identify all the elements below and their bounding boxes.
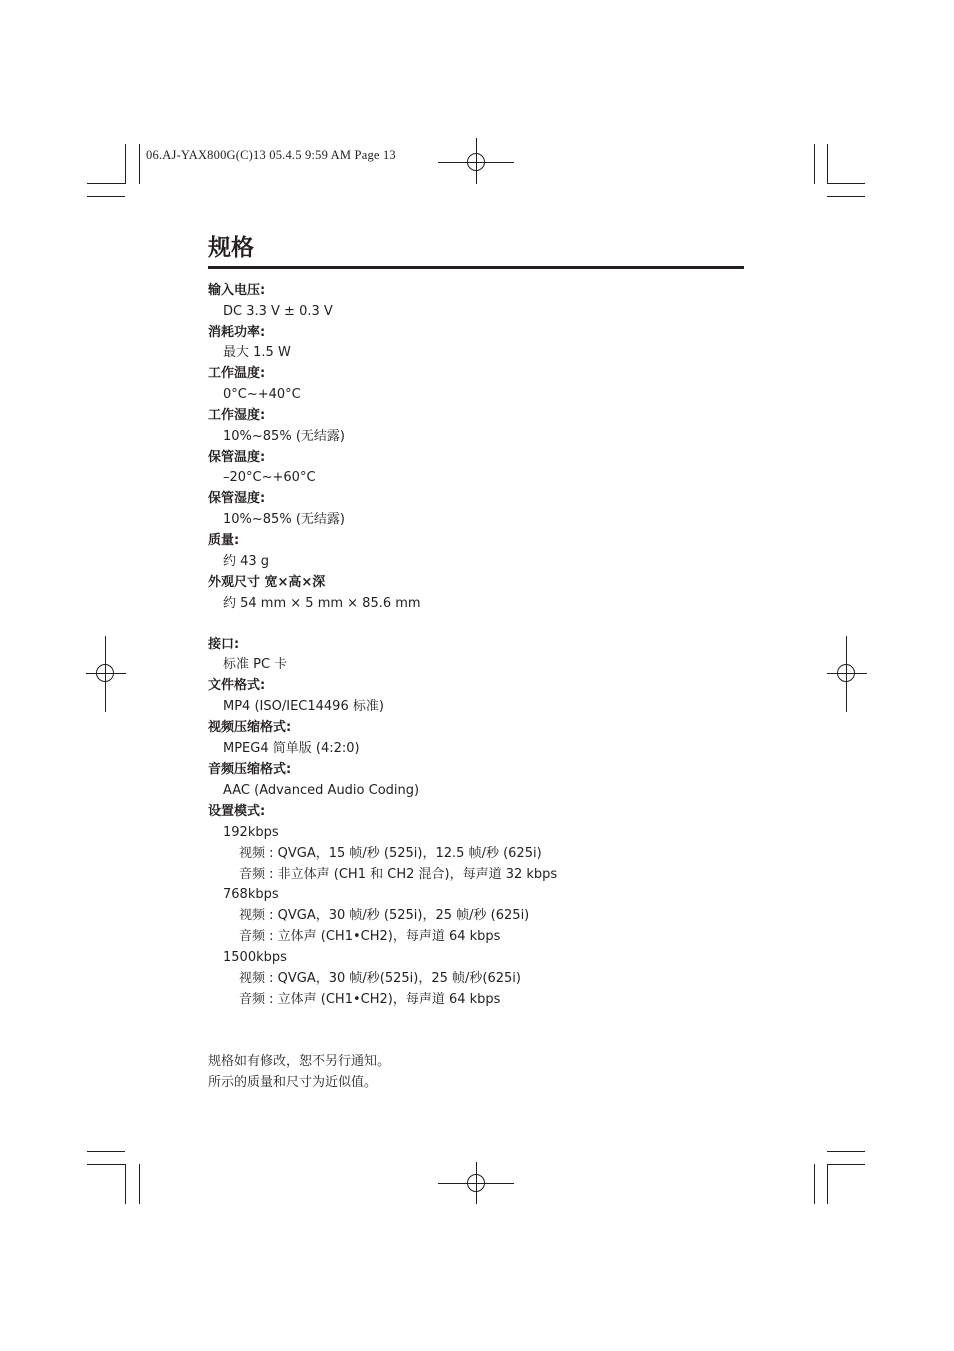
spec-label-interface: 接口:: [208, 637, 240, 652]
spec-value-power: 最大 1.5 W: [223, 345, 291, 360]
mode-video: 视频 : QVGA，15 帧/秒 (525i)，12.5 帧/秒 (625i): [239, 846, 542, 861]
spec-label-storage-temp: 保管温度:: [208, 450, 266, 465]
footnote: 规格如有修改，恕不另行通知。: [208, 1054, 391, 1069]
mode-rate: 1500kbps: [223, 950, 287, 965]
spec-value-op-humidity: 10%~85% (无结露): [223, 429, 345, 444]
spec-value-mass: 约 43 g: [223, 554, 270, 569]
spec-value-interface: 标准 PC 卡: [223, 657, 288, 672]
mode-rate: 768kbps: [223, 887, 279, 902]
mode-audio: 音频 : 立体声 (CH1•CH2)，每声道 64 kbps: [239, 929, 501, 944]
spec-label-power: 消耗功率:: [208, 325, 266, 340]
mode-rate: 192kbps: [223, 825, 279, 840]
spec-value-video-compression: MPEG4 简单版 (4:2:0): [223, 741, 360, 756]
spec-value-storage-temp: –20°C~+60°C: [223, 470, 316, 485]
footnote: 所示的质量和尺寸为近似值。: [208, 1075, 378, 1090]
spec-value-file-format: MP4 (ISO/IEC14496 标准): [223, 699, 384, 714]
spec-label-modes: 设置模式:: [208, 804, 266, 819]
spec-value-dimensions: 约 54 mm × 5 mm × 85.6 mm: [223, 596, 421, 611]
spec-label-dimensions: 外观尺寸 宽×高×深: [208, 575, 326, 590]
print-slug: 06.AJ-YAX800G(C)13 05.4.5 9:59 AM Page 13: [146, 148, 396, 162]
spec-label-mass: 质量:: [208, 533, 240, 548]
spec-value-input-voltage: DC 3.3 V ± 0.3 V: [223, 304, 333, 319]
spec-label-video-compression: 视频压缩格式:: [208, 720, 292, 735]
page-title: 规格: [208, 235, 254, 261]
spec-label-file-format: 文件格式:: [208, 678, 266, 693]
mode-audio: 音频 : 立体声 (CH1•CH2)，每声道 64 kbps: [239, 992, 501, 1007]
title-rule: [208, 266, 744, 269]
spec-value-audio-compression: AAC (Advanced Audio Coding): [223, 783, 420, 798]
spec-value-storage-humidity: 10%~85% (无结露): [223, 512, 345, 527]
spec-label-op-humidity: 工作湿度:: [208, 408, 266, 423]
mode-video: 视频 : QVGA，30 帧/秒 (525i)，25 帧/秒 (625i): [239, 908, 530, 923]
spec-label-audio-compression: 音频压缩格式:: [208, 762, 292, 777]
mode-video: 视频 : QVGA，30 帧/秒(525i)，25 帧/秒(625i): [239, 971, 521, 986]
spec-label-input-voltage: 输入电压:: [208, 283, 266, 298]
spec-label-op-temp: 工作温度:: [208, 366, 266, 381]
mode-audio: 音频 : 非立体声 (CH1 和 CH2 混合)，每声道 32 kbps: [239, 867, 558, 882]
spec-value-op-temp: 0°C~+40°C: [223, 387, 301, 402]
spec-label-storage-humidity: 保管湿度:: [208, 491, 266, 506]
